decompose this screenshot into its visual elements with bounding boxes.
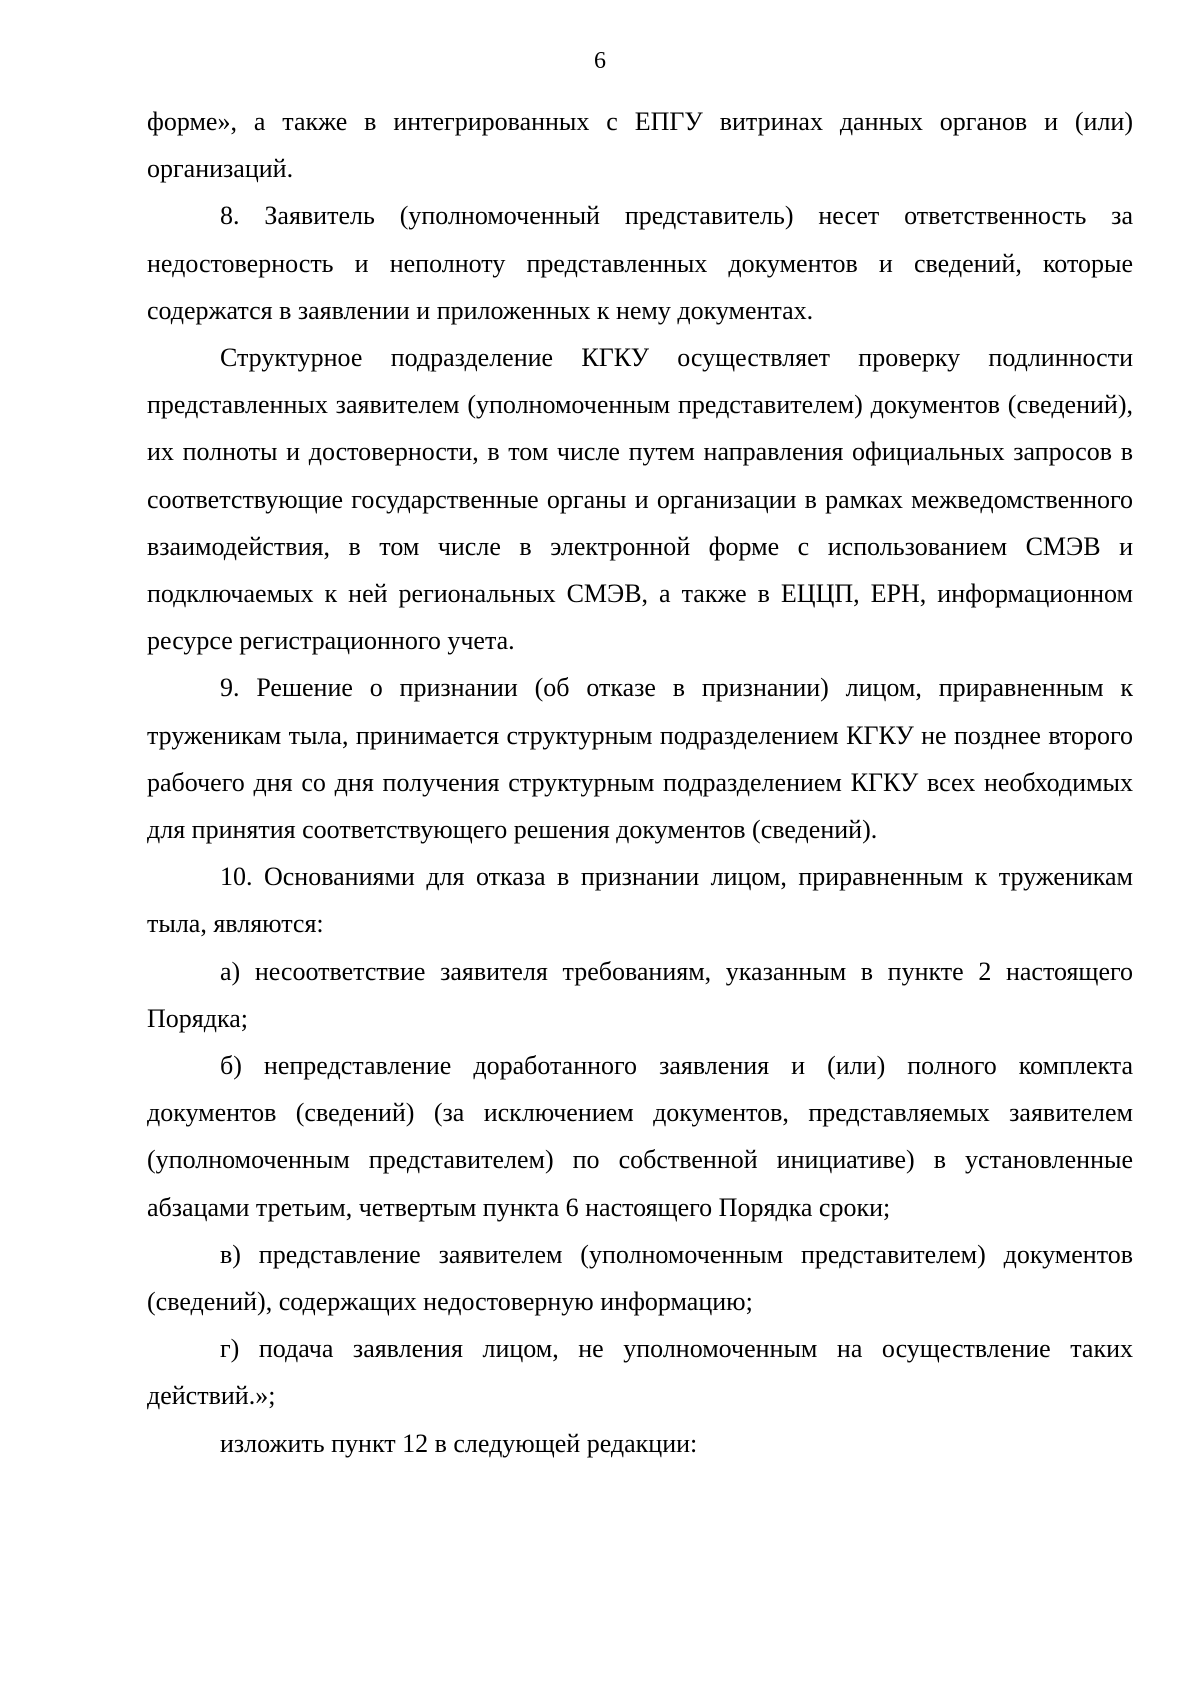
paragraph-item-10-a: а) несоответствие заявителя требованиям, указанным в пункте 2 настоящего Порядка; bbox=[147, 956, 1133, 1033]
page-number: 6 bbox=[594, 48, 606, 74]
paragraph-item-9: 9. Решение о признании (об отказе в признании) лицом, приравненным к труженикам тыла, принимается структурным подразделением КГКУ не позднее второго рабочего дня со дня получения структурным подразделением КГКУ всех необходимых для принятия соответствующего решения документов (сведений). bbox=[147, 673, 1133, 845]
paragraph-amend-12: изложить пункт 12 в следующей редакции: bbox=[220, 1428, 698, 1458]
document-body bbox=[147, 98, 1133, 1467]
paragraph-item-8: 8. Заявитель (уполномоченный представитель) несет ответственность за недостоверность и неполноту представленных документов и сведений, которые содержатся в заявлении и приложенных к нему документах. bbox=[147, 201, 1133, 325]
paragraph-verification: Структурное подразделение КГКУ осуществляет проверку подлинности представленных заявителем (уполномоченным представителем) документов (сведений), их полноты и достоверности, в том числе путем направления официальных запросов в соответствующие государственные органы и организации в рамках межведомственного взаимодействия, в том числе в электронной форме с использованием СМЭВ и подключаемых к ней региональных СМЭВ, а также в ЕЦЦП, ЕРН, информационном ресурсе регистрационного учета. bbox=[147, 343, 1133, 656]
paragraph-item-10-v: в) представление заявителем (уполномоченным представителем) документов (сведений), содержащих недостоверную информацию; bbox=[147, 1239, 1133, 1317]
paragraph-item-10: 10. Основаниями для отказа в признании лицом, приравненным к труженикам тыла, являются: bbox=[147, 862, 1133, 939]
paragraph-continuation: форме», а также в интегрированных с ЕПГУ витринах данных органов и (или) организаций. bbox=[147, 107, 1133, 184]
paragraph-item-10-g: г) подача заявления лицом, не уполномоченным на осуществление таких действий.»; bbox=[147, 1334, 1133, 1411]
paragraph-item-10-b: б) непредставление доработанного заявления и (или) полного комплекта документов (сведений) (за исключением документов, представляемых заявителем (уполномоченным представителем) по собственной инициативе) в установленные абзацами третьим, четвертым пункта 6 настоящего Порядка сроки; bbox=[147, 1051, 1133, 1222]
